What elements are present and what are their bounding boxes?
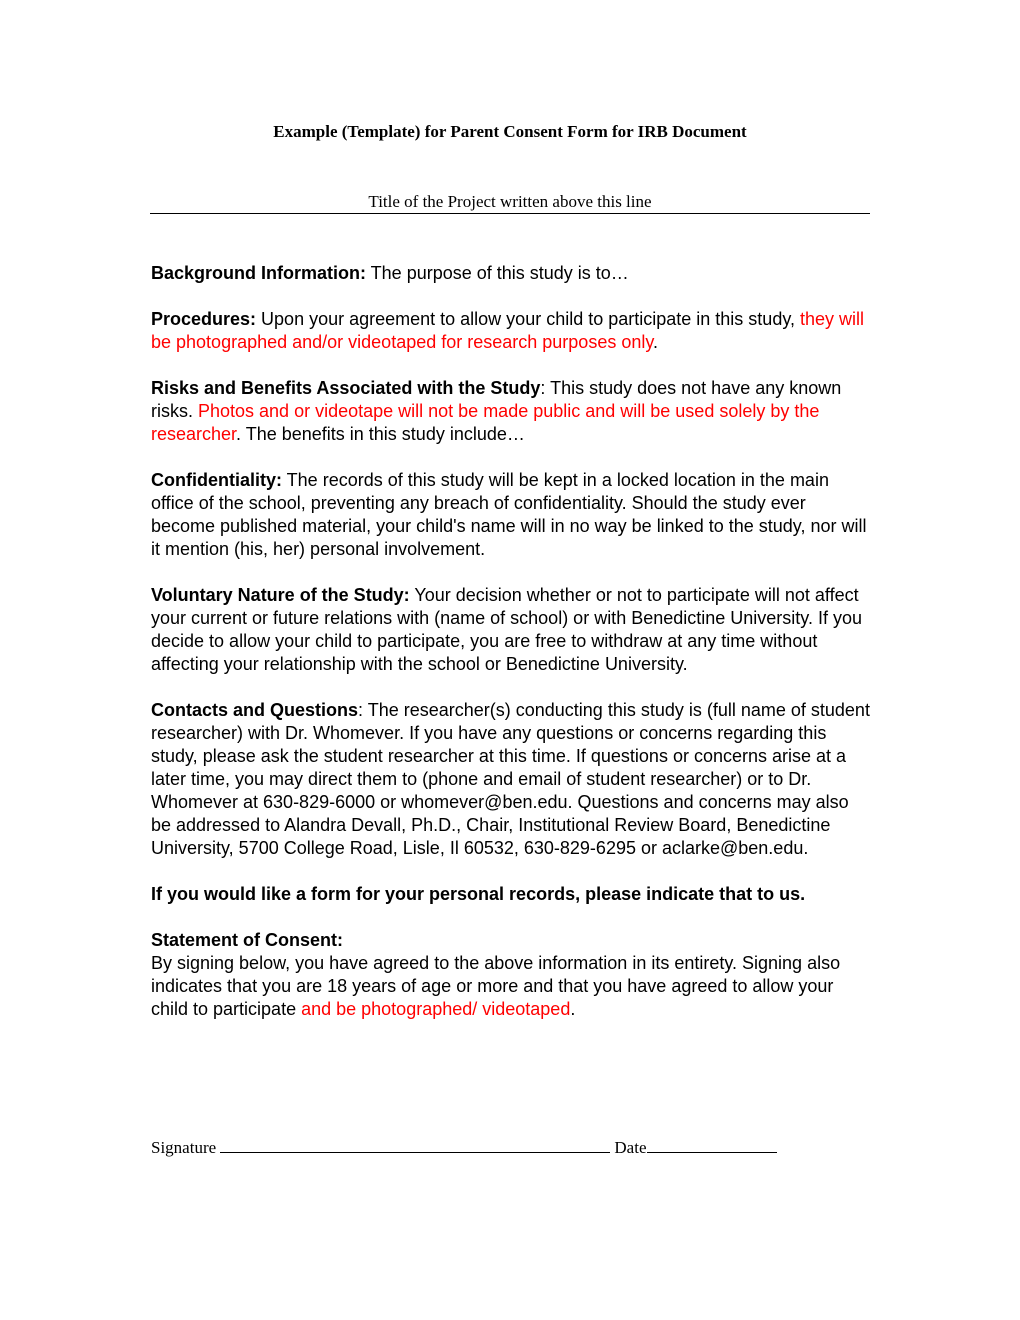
consent-red-text: and be photographed/ videotaped: [301, 999, 571, 1019]
signature-line[interactable]: [220, 1138, 610, 1153]
date-line[interactable]: [647, 1138, 777, 1153]
procedures-text: Upon your agreement to allow your child to participate in this study,: [256, 309, 800, 329]
risks-end: . The benefits in this study include…: [236, 424, 525, 444]
contacts-heading: Contacts and Questions: [151, 700, 359, 720]
consent-heading: Statement of Consent:: [151, 930, 344, 950]
consent-body: [151, 262, 871, 1044]
background-paragraph: [151, 262, 871, 285]
confidentiality-paragraph: [151, 469, 871, 561]
background-heading: Background Information:: [151, 263, 366, 283]
procedures-red-text: they will be photographed and/or videotaped for research purposes only: [151, 309, 865, 352]
risks-paragraph: [151, 377, 871, 446]
consent-paragraph: [151, 929, 871, 1021]
procedures-paragraph: [151, 308, 871, 354]
procedures-heading: Procedures:: [151, 309, 257, 329]
records-note: If you would like a form for your personal records, please indicate that to us.: [151, 884, 806, 904]
date-label: Date: [614, 1138, 647, 1157]
confidentiality-heading: Confidentiality:: [151, 470, 282, 490]
document-title: Example (Template) for Parent Consent Form for IRB Document: [273, 122, 747, 141]
consent-end: .: [570, 999, 576, 1019]
procedures-end: .: [653, 332, 659, 352]
contacts-paragraph: [151, 699, 871, 860]
background-text: The purpose of this study is to…: [366, 263, 629, 283]
risks-red-text: Photos and or videotape will not be made public and will be used solely by the researcher: [151, 401, 820, 444]
confidentiality-text: The records of this study will be kept in a locked location in the main office of the school, preventing any breach of confidentiality. Should the study ever become published material, your child's name will in no way be linked to the study, nor will it mention (his, her) personal involvement.: [151, 470, 867, 559]
project-title-placeholder: Title of the Project written above this line: [368, 192, 652, 211]
risks-heading: Risks and Benefits Associated with the Study: [151, 378, 541, 398]
project-title-line: [150, 213, 870, 214]
contacts-text: : The researcher(s) conducting this study is (full name of student researcher) with Dr. Whomever. If you have any questions or concerns regarding this study, please ask the student researcher at this time. If questions or concerns arise at a later time, you may direct them to (phone and email of student researcher) or to Dr. Whomever at 630-829-6000 or whomever@ben.edu. Questions and concerns may also be addressed to Alandra Devall, Ph.D., Chair, Institutional Review Board, Benedictine University, 5700 College Road, Lisle, Il 60532, 630-829-6295 or aclarke@ben.edu.: [151, 700, 870, 858]
signature-row: [151, 1138, 871, 1158]
voluntary-heading: Voluntary Nature of the Study:: [151, 585, 410, 605]
signature-label: Signature: [151, 1138, 217, 1157]
consent-text: By signing below, you have agreed to the above information in its entirety. Signing also indicates that you are 18 years of age or more and that you have agreed to allow your child to participate: [151, 953, 841, 1019]
risks-text: : This study does not have any known risks.: [151, 378, 842, 421]
voluntary-paragraph: [151, 584, 871, 676]
voluntary-text: Your decision whether or not to participate will not affect your current or future relations with (name of school) or with Benedictine University. If you decide to allow your child to participate, you are free to withdraw at any time without affecting your relationship with the school or Benedictine University.: [151, 585, 862, 674]
